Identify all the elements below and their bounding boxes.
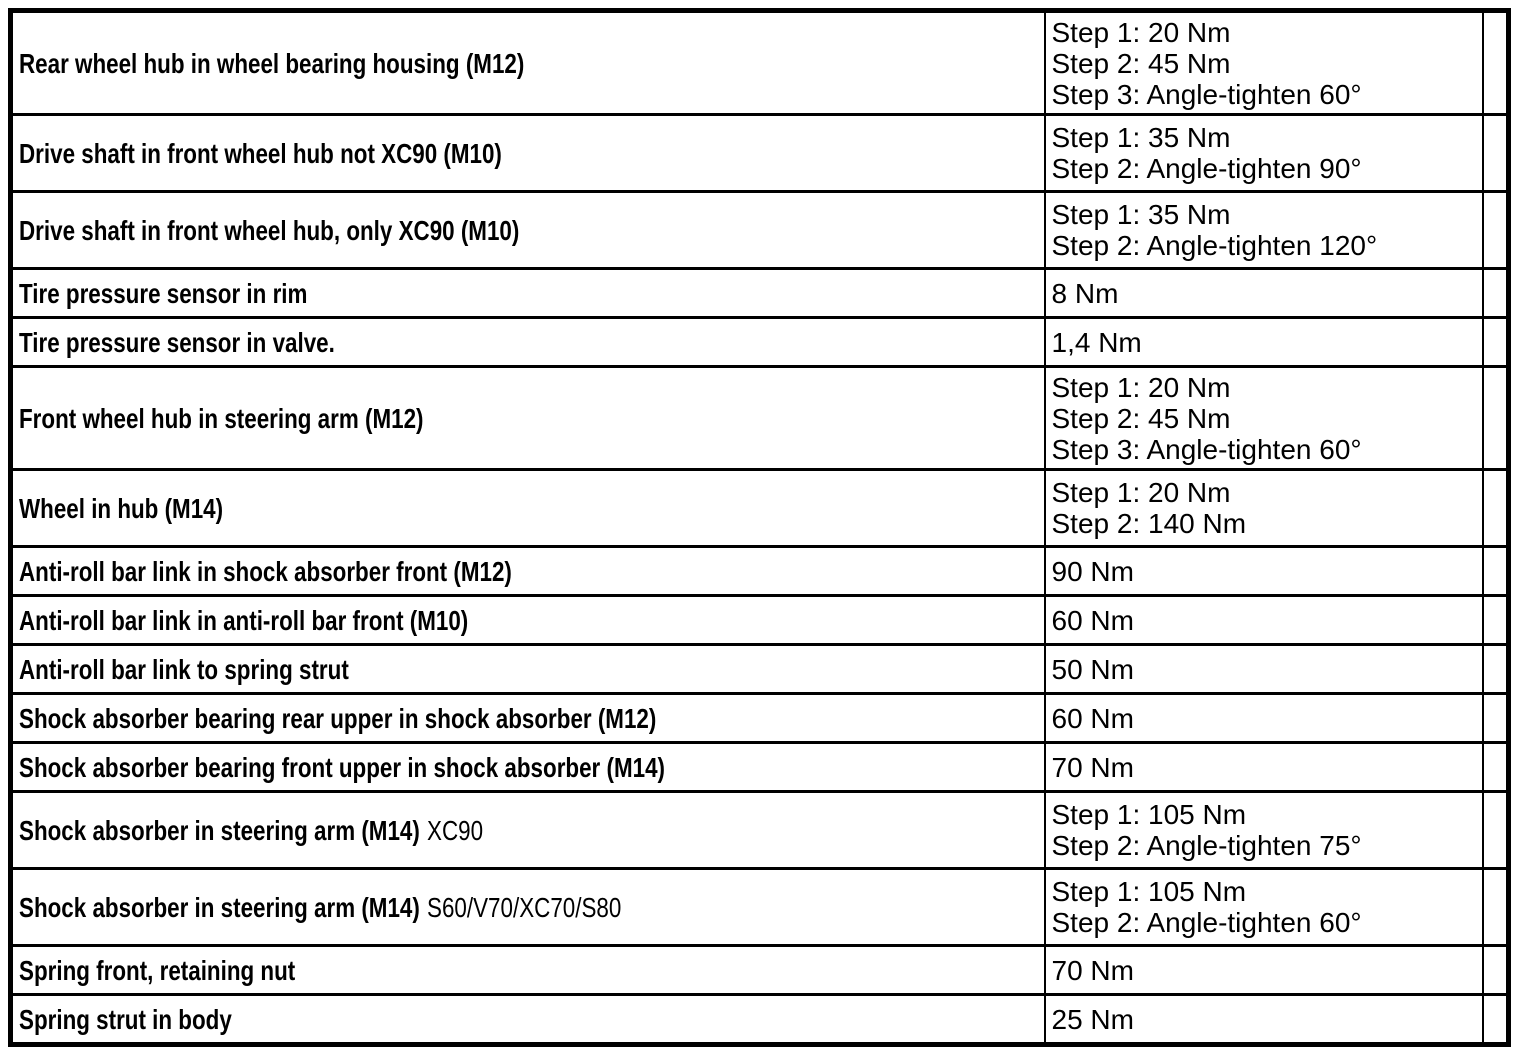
table-row (11, 269, 1509, 318)
component-text: Drive shaft in front wheel hub, only XC90 (M10) (19, 214, 520, 246)
component-text: Shock absorber in steering arm (M14) (19, 891, 420, 923)
component-cell (11, 470, 1045, 547)
table-row (11, 11, 1509, 115)
component-cell (11, 367, 1045, 470)
spacer-cell (1483, 645, 1509, 694)
torque-line: Step 3: Angle-tighten 60° (1051, 78, 1362, 110)
component-cell (11, 547, 1045, 596)
component-label (19, 48, 524, 79)
torque-line: 90 Nm (1051, 555, 1134, 587)
component-cell (11, 995, 1045, 1045)
component-label (19, 654, 349, 685)
table-row (11, 318, 1509, 367)
torque-cell (1045, 11, 1483, 115)
component-cell (11, 596, 1045, 645)
component-text: Drive shaft in front wheel hub not XC90 (M10) (19, 137, 502, 169)
torque-line: Step 1: 20 Nm (1051, 371, 1231, 403)
torque-line: Step 1: 20 Nm (1051, 477, 1231, 508)
component-label (19, 215, 519, 246)
component-label (19, 752, 665, 783)
torque-cell (1045, 269, 1483, 318)
torque-line: 25 Nm (1051, 1003, 1134, 1035)
table-row (11, 596, 1509, 645)
component-text: Anti-roll bar link to spring strut (19, 653, 349, 685)
table-row (11, 115, 1509, 192)
component-label (19, 138, 502, 169)
spacer-cell (1483, 115, 1509, 192)
component-label (19, 703, 656, 734)
torque-line: Step 2: Angle-tighten 60° (1051, 907, 1362, 938)
torque-line: Step 2: Angle-tighten 75° (1051, 830, 1362, 861)
spacer-cell (1483, 269, 1509, 318)
component-cell (11, 869, 1045, 946)
table-row (11, 946, 1509, 995)
torque-line: Step 1: 20 Nm (1051, 16, 1231, 48)
torque-cell (1045, 694, 1483, 743)
component-text: Front wheel hub in steering arm (M12) (19, 402, 424, 434)
spacer-cell (1483, 946, 1509, 995)
component-label (19, 278, 307, 309)
component-cell (11, 115, 1045, 192)
torque-line: 50 Nm (1051, 653, 1134, 685)
torque-cell (1045, 547, 1483, 596)
torque-cell (1045, 995, 1483, 1045)
component-text: Spring strut in body (19, 1003, 232, 1035)
torque-line: 70 Nm (1051, 751, 1134, 783)
table-row (11, 470, 1509, 547)
component-text: Wheel in hub (M14) (19, 492, 224, 524)
component-text: Spring front, retaining nut (19, 954, 296, 986)
component-cell (11, 269, 1045, 318)
component-cell (11, 792, 1045, 869)
spacer-cell (1483, 547, 1509, 596)
table-row (11, 869, 1509, 946)
component-label (19, 327, 335, 358)
variant-label: XC90 (427, 814, 484, 846)
component-text: Rear wheel hub in wheel bearing housing (M12) (19, 47, 525, 79)
torque-cell (1045, 115, 1483, 192)
spacer-cell (1483, 596, 1509, 645)
table-row (11, 694, 1509, 743)
spacer-cell (1483, 995, 1509, 1045)
torque-line: Step 1: 105 Nm (1051, 876, 1247, 907)
component-cell (11, 946, 1045, 995)
table-row (11, 192, 1509, 269)
component-text: Anti-roll bar link in anti-roll bar front (M10) (19, 604, 469, 636)
torque-cell (1045, 470, 1483, 547)
torque-line: Step 1: 35 Nm (1051, 199, 1231, 230)
variant-label: S60/V70/XC70/S80 (427, 891, 622, 923)
component-label (19, 493, 223, 524)
component-label (19, 556, 512, 587)
torque-line: 8 Nm (1051, 277, 1119, 309)
table-row (11, 995, 1509, 1045)
torque-line: 60 Nm (1051, 702, 1134, 734)
spacer-cell (1483, 11, 1509, 115)
spacer-cell (1483, 743, 1509, 792)
torque-cell (1045, 792, 1483, 869)
torque-cell (1045, 192, 1483, 269)
component-label (19, 1004, 232, 1035)
component-cell (11, 645, 1045, 694)
torque-line: 70 Nm (1051, 954, 1134, 986)
torque-line: 60 Nm (1051, 604, 1134, 636)
component-text: Shock absorber in steering arm (M14) (19, 814, 420, 846)
spacer-cell (1483, 792, 1509, 869)
component-label (19, 955, 295, 986)
torque-cell (1045, 645, 1483, 694)
component-label (19, 892, 621, 923)
spacer-cell (1483, 367, 1509, 470)
component-cell (11, 743, 1045, 792)
component-cell (11, 11, 1045, 115)
torque-cell (1045, 367, 1483, 470)
component-text: Anti-roll bar link in shock absorber front (M12) (19, 555, 512, 587)
table-row (11, 367, 1509, 470)
component-label (19, 403, 424, 434)
torque-cell (1045, 318, 1483, 367)
torque-line: Step 2: 140 Nm (1051, 508, 1247, 539)
component-label (19, 815, 483, 846)
torque-line: Step 1: 35 Nm (1051, 122, 1231, 153)
spacer-cell (1483, 470, 1509, 547)
spacer-cell (1483, 192, 1509, 269)
torque-cell (1045, 596, 1483, 645)
spacer-cell (1483, 869, 1509, 946)
torque-line: Step 1: 105 Nm (1051, 799, 1247, 830)
torque-line: Step 2: 45 Nm (1051, 402, 1231, 434)
component-text: Tire pressure sensor in valve. (19, 326, 335, 358)
table-row (11, 547, 1509, 596)
component-label (19, 605, 468, 636)
spacer-cell (1483, 318, 1509, 367)
torque-spec-table (8, 8, 1511, 1047)
table-row (11, 645, 1509, 694)
component-text: Shock absorber bearing rear upper in shock absorber (M12) (19, 702, 657, 734)
torque-cell (1045, 946, 1483, 995)
component-cell (11, 192, 1045, 269)
torque-cell (1045, 743, 1483, 792)
torque-line: Step 2: Angle-tighten 120° (1051, 230, 1378, 261)
component-text: Tire pressure sensor in rim (19, 277, 308, 309)
torque-line: 1,4 Nm (1051, 326, 1142, 358)
table-row (11, 792, 1509, 869)
component-text: Shock absorber bearing front upper in shock absorber (M14) (19, 751, 665, 783)
torque-line: Step 2: Angle-tighten 90° (1051, 153, 1362, 184)
spacer-cell (1483, 694, 1509, 743)
component-cell (11, 318, 1045, 367)
torque-cell (1045, 869, 1483, 946)
table-row (11, 743, 1509, 792)
torque-line: Step 3: Angle-tighten 60° (1051, 433, 1362, 465)
component-cell (11, 694, 1045, 743)
torque-line: Step 2: 45 Nm (1051, 47, 1231, 79)
